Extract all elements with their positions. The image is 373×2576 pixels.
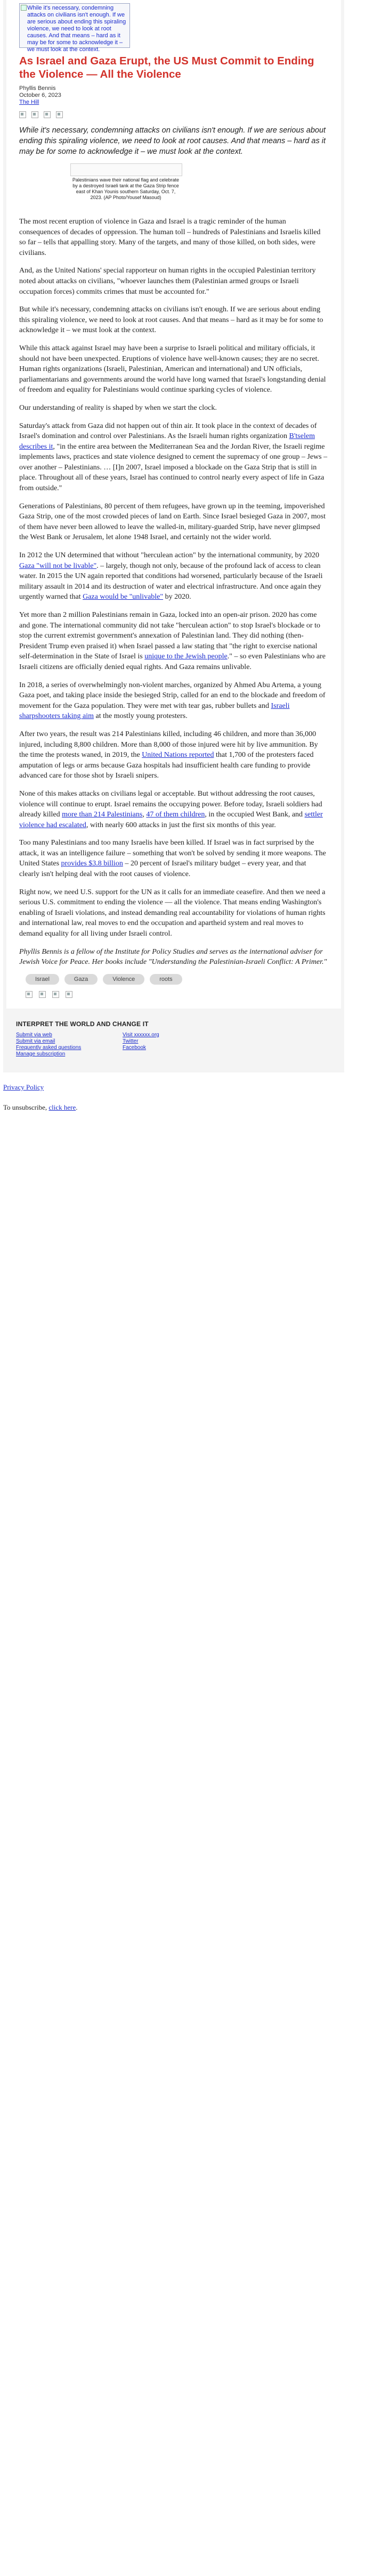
text: Saturday's attack from Gaza did not happen out of thin air. It took place in the context of decades of Israel's domination and control over Palestinians. As the Israeli human rights organization — [19, 422, 317, 441]
unsubscribe-link[interactable]: click here — [48, 1103, 76, 1111]
unsubscribe-text: To unsubscribe, — [3, 1103, 47, 1111]
text: None of this makes attacks on civilians legal or acceptable. But without addressing the root causes, violence will continue to erupt. Israel remains the occupying power. Before today, Israeli soldiers had already killed — [19, 789, 322, 819]
twitter-link[interactable]: Twitter — [123, 1038, 139, 1044]
text: , in the occupied West Bank, and — [205, 811, 305, 819]
paragraph: Our understanding of reality is shaped by when we start the clock. — [19, 403, 217, 412]
footer-title: INTERPRET THE WORLD AND CHANGE IT — [16, 1020, 149, 1028]
email-share-icon[interactable] — [44, 111, 51, 118]
headline[interactable]: As Israel and Gaza Erupt, the US Must Commit to Ending the Violence — All the Violence — [19, 55, 314, 80]
sharpshooters-link[interactable]: Israeli sharpshooters taking aim — [19, 701, 290, 721]
paragraph: Generations of Palestinians, 80 percent of them refugees, have grown up in the teeming, impoverished Gaza Strip, one of the most crowded pieces of land on Earth. Since Israel besieged Gaza in 2007, most of them have never been allowed to leave the walled-in, military-guarded Strip, have never glimpsed the West Bank or Jerusalem, let alone 1948 Israel, and certainly not the wider world. — [19, 502, 326, 542]
unsubscribe-end: . — [76, 1103, 78, 1111]
tag-list — [26, 974, 185, 985]
tag-israel[interactable]: Israel — [26, 974, 59, 985]
legal — [0, 1072, 373, 1112]
text: , "in the entire area between the Mediterranean Sea and the Jordan River, the Israeli regime implements laws, practices and state violence designed to cement the supremacy of one group – Jews – over another – Palestinians. … [I]n 2007, Israel imposed a blockade on the Gaza Strip that is still in place. Throughout all of these years, Israel has continued to control nearly every aspect of life in Gaza from outside." — [19, 442, 328, 493]
text: ." – so even Palestinians who are Israeli citizens are officially denied equal rights. And Gaza remains unlivable. — [19, 653, 326, 671]
email-container — [3, 0, 344, 1072]
broken-image-icon — [21, 5, 27, 11]
tag-roots[interactable]: roots — [150, 974, 182, 985]
bottom-share-bar — [26, 991, 328, 998]
privacy-policy-link[interactable]: Privacy Policy — [3, 1083, 44, 1091]
email-body — [6, 0, 341, 1009]
text: After two years, the result was 214 Palestinians killed, including 46 children, and more than 36,000 injured, including 8,800 children. More than 8,000 of those injured were hit by live ammunition. By the time the protests waned, in 2019, the — [19, 730, 318, 759]
article-body — [19, 217, 328, 998]
article-dek: While it's necessary, condemning attacks on civilians isn't enough. If we are serious about ending this spiraling violence, we need to look at root causes. And that means – hard as it may be for some to acknowledge it – we must look at the context. — [19, 126, 326, 156]
privacy-line — [3, 1083, 373, 1092]
tag-violence[interactable]: Violence — [103, 974, 144, 985]
hero-image — [19, 3, 130, 53]
author-bio: Phyllis Bennis is a fellow of the Institute for Policy Studies and serves as the international adviser for Jewish Voice for Peace. Her books include "Understanding the Palestinian-Israeli Conflict: A Primer." — [19, 947, 327, 967]
text: by 2020. — [163, 593, 191, 601]
tag-gaza[interactable]: Gaza — [64, 974, 98, 985]
gaza-unlivable-link[interactable]: Gaza would be "unlivable" — [83, 593, 164, 601]
text: at the mostly young protesters. — [93, 712, 188, 721]
text: . – largely, though not only, because of the profound lack of access to clean water. In 2015 the UN again reported that conditions had worsened, particularly because of the Israeli military assault in 2014 and its destruction of water and electrical infrastructure. And once again they urgently warned that — [19, 562, 323, 601]
article-figure — [70, 163, 181, 201]
twitter-share-icon[interactable] — [39, 991, 46, 998]
palestinians-killed-link[interactable]: more than 214 Palestinians — [62, 811, 143, 819]
us-aid-link[interactable]: provides $3.8 billion — [61, 860, 123, 868]
paragraph — [19, 789, 328, 830]
source-link[interactable]: The Hill — [19, 99, 39, 105]
paragraph — [19, 610, 328, 673]
paragraph — [19, 550, 328, 602]
manage-subscription-link[interactable]: Manage subscription — [16, 1051, 66, 1057]
article-meta — [19, 85, 328, 106]
text: In 2018, a series of overwhelmingly non-violent marches, organized by Ahmed Abu Artema, a young Gaza poet, and taking place inside the besieged Strip, called for an end to the blockade and freedom of movement for the Gaza population. They were met with tear gas, rubber bullets and — [19, 681, 326, 710]
gaza-not-livable-link[interactable]: Gaza "will not be livable" — [19, 562, 97, 570]
submit-email-link[interactable]: Submit via email — [16, 1038, 55, 1044]
text: Yet more than 2 million Palestinians remain in Gaza, locked into an open-air prison. 2020 has come and gone. The international community did not take "herculean action" to stop Israel's blockade or to stop the current extremist government's annexation of Palestinian land. They did nothing (then-President Trump even praised it) when Israel passed a law stating that "the right to exercise national self-determination in the State of Israel is — [19, 611, 320, 661]
paragraph: And, as the United Nations' special rapporteur on human rights in the occupied Palestinian territory noted about attacks on civilians, "whoever launches them (Palestinian armed groups or Israeli occupation forces) commits crimes that must be accounted for." — [19, 267, 316, 296]
text: – 20 percent of Israel's military budget – every year, and that clearly isn't helping deal with the root causes of violence. — [19, 860, 306, 879]
footer-col-right — [123, 1032, 229, 1058]
text: , — [142, 811, 147, 819]
jewish-people-law-link[interactable]: unique to the Jewish people — [144, 653, 228, 661]
share-bar — [19, 111, 328, 119]
print-share-icon[interactable] — [56, 111, 63, 118]
footer-col-left — [16, 1032, 123, 1058]
print-share-icon[interactable] — [66, 991, 72, 998]
paragraph: But while it's necessary, condemning attacks on civilians isn't enough. If we are serious about ending this spiraling violence, we need to look at root causes. And that means – hard as it may be for some to acknowledge it – we must look at the context. — [19, 306, 323, 335]
facebook-share-icon[interactable] — [26, 991, 33, 998]
footer — [3, 1009, 344, 1072]
settler-violence-link[interactable]: settler violence had escalated — [19, 811, 323, 829]
btselem-link[interactable]: B'tselem describes it — [19, 432, 315, 451]
text: In 2012 the UN determined that without "herculean action" by the international community, by 2020 — [19, 551, 319, 560]
unsubscribe-line — [3, 1103, 373, 1112]
paragraph: While this attack against Israel may have been a surprise to Israeli political and military officials, it should not have been unexpected. Eruptions of violence have well-known causes; they are no secret. Human rights organizations (Israeli, Palestinian, American and international) and UN officials, parliamentarians and governments around the world have long warned that Israel's longstanding denial of freedom and equality for Palestinians would continue sparking cycles of violence. — [19, 344, 326, 394]
un-report-link[interactable]: United Nations reported — [142, 751, 214, 759]
email-share-icon[interactable] — [52, 991, 59, 998]
facebook-link[interactable]: Facebook — [123, 1044, 146, 1051]
text: Too many Palestinians and too many Israelis have been killed. If Israel was in fact surprised by the attack, it was an intelligence failure – something that won't be solved by sending it more weapons. The United States — [19, 839, 326, 868]
twitter-share-icon[interactable] — [31, 111, 38, 118]
facebook-share-icon[interactable] — [19, 111, 26, 118]
hero-alt-text: While it's necessary, condemning attacks on civilians isn't enough. If we are serious about ending this spiraling violence, we need to look at root causes. And that means – hard as it may be for some to acknowledge it – we must look at the context. — [27, 5, 126, 53]
footer-links — [16, 1032, 331, 1058]
article-image — [70, 163, 182, 176]
paragraph — [19, 421, 328, 494]
faq-link[interactable]: Frequently asked questions — [16, 1044, 82, 1051]
paragraph — [19, 729, 328, 781]
paragraph — [19, 680, 328, 722]
paragraph: Right now, we need U.S. support for the UN as it calls for an immediate ceasefire. And then we need a serious U.S. commitment to ending the violence — all the violence. That means ending Washington's enabling of Israeli violations, and instead demanding real accountability for violations of human rights and international law, real moves to end the occupation and apartheid system and real moves to demand equality for all living under Israeli control. — [19, 888, 326, 938]
publish-date: October 6, 2023 — [19, 92, 61, 98]
children-killed-link[interactable]: 47 of them children — [146, 811, 205, 819]
hero — [19, 0, 328, 52]
text: , with nearly 600 attacks in just the first six months of this year. — [86, 821, 276, 829]
author: Phyllis Bennis — [19, 85, 56, 92]
paragraph — [19, 838, 328, 879]
image-caption: Palestinians wave their national flag and celebrate by a destroyed Israeli tank at the Gaza Strip fence east of Khan Younis southern Saturday, Oct. 7, 2023. (AP Photo/Yousef Masoud) — [72, 177, 180, 200]
text: that 1,700 of the protesters faced amputation of legs or arms because Gaza hospitals had insufficient health care funding to provide advanced care for those shot by Israeli snipers. — [19, 751, 314, 780]
visit-site-link[interactable]: Visit xxxxxx.org — [123, 1031, 159, 1038]
paragraph: The most recent eruption of violence in Gaza and Israel is a tragic reminder of the human consequences of decades of oppression. The human toll – hundreds of Palestinians and Israelis killed so far – tells that appalling story. Many of the targets, and many of those killed, on both sides, were civilians. — [19, 218, 321, 257]
submit-web-link[interactable]: Submit via web — [16, 1031, 52, 1038]
